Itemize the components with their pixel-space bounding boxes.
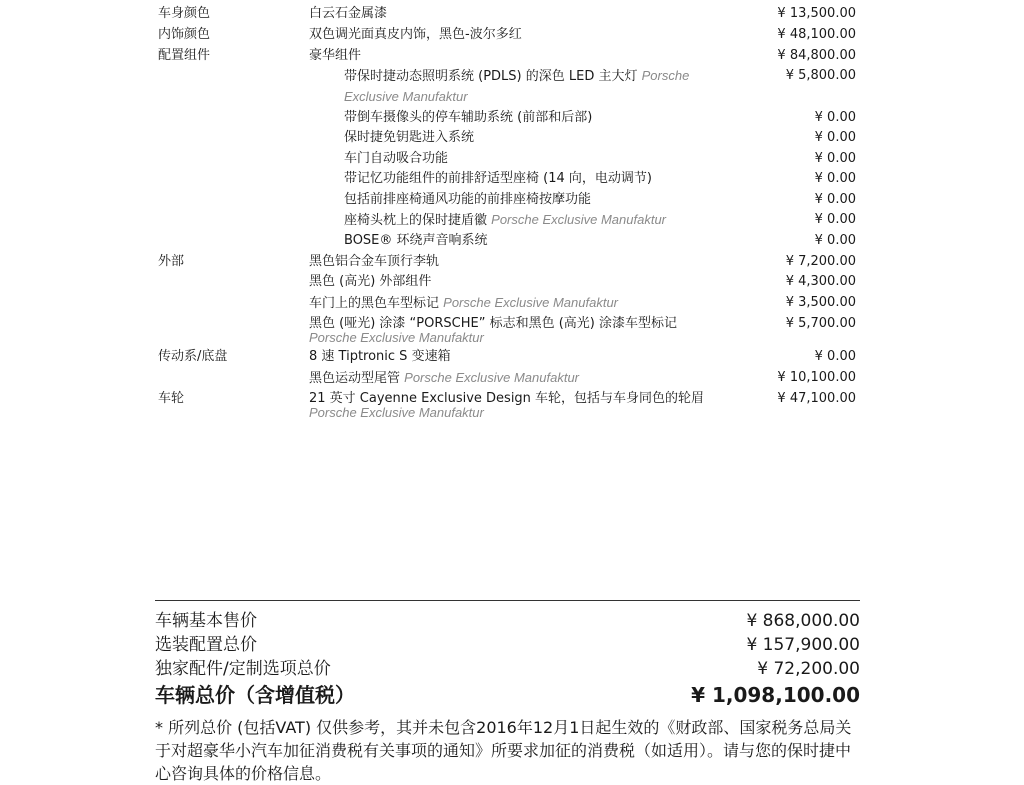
- item-description: [344, 212, 666, 229]
- item-description-text: 带保时捷动态照明系统 (PDLS) 的深色 LED 主大灯: [344, 69, 638, 84]
- brand-note: Porsche Exclusive Manufaktur: [404, 370, 580, 385]
- item-price: ¥ 7,200.00: [785, 254, 856, 269]
- category-label: 传动系/底盘: [158, 349, 228, 364]
- item-price: ¥ 0.00: [814, 233, 856, 248]
- item-description: [309, 370, 579, 387]
- category-label: 外部: [158, 254, 185, 269]
- item-description: 黑色 (哑光) 涂漆 “PORSCHE” 标志和黑色 (高光) 涂漆车型标记: [309, 316, 677, 331]
- footnote: * 所列总价 (包括VAT) 仅供参考，其并未包含2016年12月1日起生效的《财政部、国家税务总局关于对超豪华小汽车加征消费税有关事项的通知》所要求加征的消费税（如适用）。请与您的保时捷中心咨询具体的价格信息。: [155, 718, 852, 783]
- item-price: ¥ 47,100.00: [777, 391, 856, 406]
- item-description: 8 速 Tiptronic S 变速箱: [309, 349, 451, 364]
- item-description: [344, 68, 689, 85]
- item-description: 带倒车摄像头的停车辅助系统 (前部和后部): [344, 110, 593, 125]
- summary-label: 选装配置总价: [155, 635, 257, 655]
- item-price: ¥ 10,100.00: [777, 370, 856, 385]
- item-description-text: 黑色运动型尾管: [309, 371, 401, 386]
- item-description: 21 英寸 Cayenne Exclusive Design 车轮，包括与车身同色的轮眉: [309, 391, 705, 406]
- item-description-text: 座椅头枕上的保时捷盾徽: [344, 213, 488, 228]
- brand-note: Porsche Exclusive Manufaktur: [309, 405, 484, 420]
- brand-note: Porsche: [641, 68, 690, 83]
- item-price: ¥ 0.00: [814, 110, 856, 125]
- brand-note: Exclusive Manufaktur: [344, 89, 468, 104]
- item-price: ¥ 48,100.00: [777, 27, 856, 42]
- item-description: 车门自动吸合功能: [344, 151, 449, 166]
- summary-label: 车辆基本售价: [155, 611, 257, 631]
- item-price: ¥ 13,500.00: [777, 6, 856, 21]
- brand-note: Porsche Exclusive Manufaktur: [491, 212, 667, 227]
- item-description: 带记忆功能组件的前排舒适型座椅 (14 向，电动调节): [344, 171, 652, 186]
- summary-value: ¥ 868,000.00: [746, 611, 860, 631]
- item-description: 双色调光面真皮内饰，黑色-波尔多红: [309, 27, 522, 42]
- total-value: ¥ 1,098,100.00: [691, 683, 860, 707]
- summary-value: ¥ 157,900.00: [746, 635, 860, 655]
- item-price: ¥ 0.00: [814, 349, 856, 364]
- brand-note: Porsche Exclusive Manufaktur: [443, 295, 619, 310]
- summary-divider: [155, 600, 860, 601]
- item-price: ¥ 4,300.00: [785, 274, 856, 289]
- item-price: ¥ 0.00: [814, 192, 856, 207]
- item-description: 黑色 (高光) 外部组件: [309, 274, 432, 289]
- item-price: ¥ 0.00: [814, 151, 856, 166]
- item-description: BOSE® 环绕声音响系统: [344, 233, 488, 248]
- summary-label: 独家配件/定制选项总价: [155, 659, 331, 679]
- item-description: 豪华组件: [309, 48, 362, 63]
- item-description: 黑色铝合金车顶行李轨: [309, 254, 440, 269]
- category-label: 车轮: [158, 391, 185, 406]
- category-label: 配置组件: [158, 48, 211, 63]
- brand-note: Porsche Exclusive Manufaktur: [309, 330, 484, 345]
- item-price: ¥ 5,700.00: [785, 316, 856, 331]
- item-price: ¥ 5,800.00: [785, 68, 856, 83]
- item-price: ¥ 3,500.00: [785, 295, 856, 310]
- item-description: 保时捷免钥匙进入系统: [344, 130, 475, 145]
- summary-value: ¥ 72,200.00: [757, 659, 860, 679]
- total-label: 车辆总价（含增值税）: [155, 683, 355, 707]
- item-price: ¥ 0.00: [814, 212, 856, 227]
- item-price: ¥ 0.00: [814, 130, 856, 145]
- item-price: ¥ 84,800.00: [777, 48, 856, 63]
- item-price: ¥ 0.00: [814, 171, 856, 186]
- item-description: [309, 295, 618, 312]
- item-description-text: 车门上的黑色车型标记: [309, 296, 440, 311]
- item-description: 白云石金属漆: [309, 6, 388, 21]
- category-label: 内饰颜色: [158, 27, 211, 42]
- category-label: 车身颜色: [158, 6, 211, 21]
- item-description: 包括前排座椅通风功能的前排座椅按摩功能: [344, 192, 592, 207]
